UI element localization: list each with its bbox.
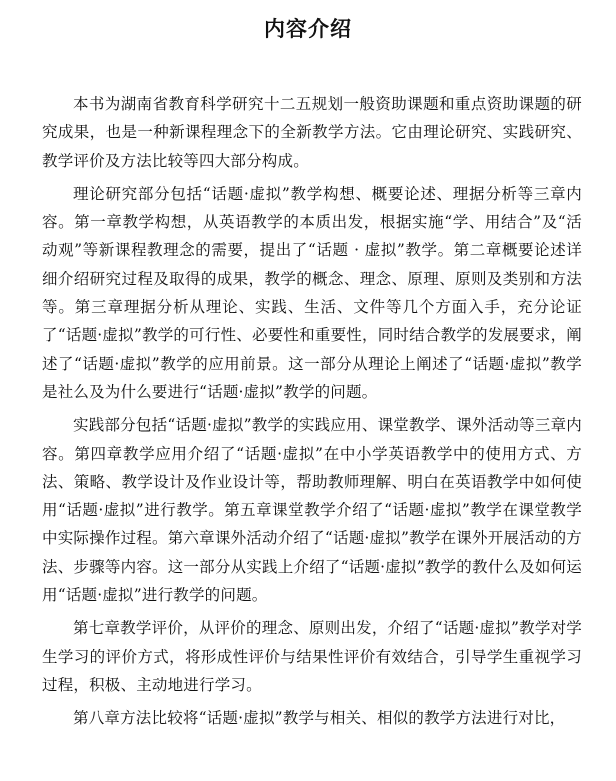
paragraph-practice: 实践部分包括“话题·虚拟”教学的实践应用、课堂教学、课外活动等三章内容。第四章教学应用介绍了“话题·虚拟”在中小学英语教学中的使用方式、方法、策略、教学设计及作业设计等，帮助教师理解、明白在英语教学中如何使用“话题·虚拟”进行教学。第五章课堂教学介绍了“话题·虚拟”教学在课堂教学中实际操作过程。第六章课外活动介绍了“话题·虚拟”教学在课外开展活动的方法、步骤等内容。这一部分从实践上介绍了“话题·虚拟”教学的教什么及如何运用“话题·虚拟”进行教学的问题。 [42, 416, 582, 605]
paragraph-theory: 理论研究部分包括“话题·虚拟”教学构想、概要论述、理据分析等三章内容。第一章教学构想，从英语教学的本质出发，根据实施“学、用结合”及“活动观”等新课程教理念的需要，提出了“话题 · 虚拟”教学。第二章概要论述详细介绍研究过程及取得的成果，教学的概念、理念、原理、原则及类别和方法等。第三章理据分析从理论、实践、生活、文件等几个方面入手，充分论证了“话题·虚拟”教学的可行性、必要性和重要性，同时结合教学的发展要求，阐述了“话题·虚拟”教学的应用前景。这一部分从理论上阐述了“话题·虚拟”教学是社么及为什么要进行“话题·虚拟”教学的问题。 [42, 184, 582, 401]
document-body [42, 90, 582, 738]
page-title: 内容介绍 [264, 17, 352, 41]
paragraph-intro: 本书为湖南省教育科学研究十二五规划一般资助课题和重点资助课题的研究成果，也是一种新课程理念下的全新教学方法。它由理论研究、实践研究、教学评价及方法比较等四大部分构成。 [42, 95, 582, 170]
paragraph-comparison: 第八章方法比较将“话题·虚拟”教学与相关、相似的教学方法进行对比， [73, 709, 566, 728]
paragraph-evaluation: 第七章教学评价，从评价的理念、原则出发，介绍了“话题·虚拟”教学对学生学习的评价方式，将形成性评价与结果性评价有效结合，引导学生重视学习过程，积极、主动地进行学习。 [42, 619, 582, 694]
